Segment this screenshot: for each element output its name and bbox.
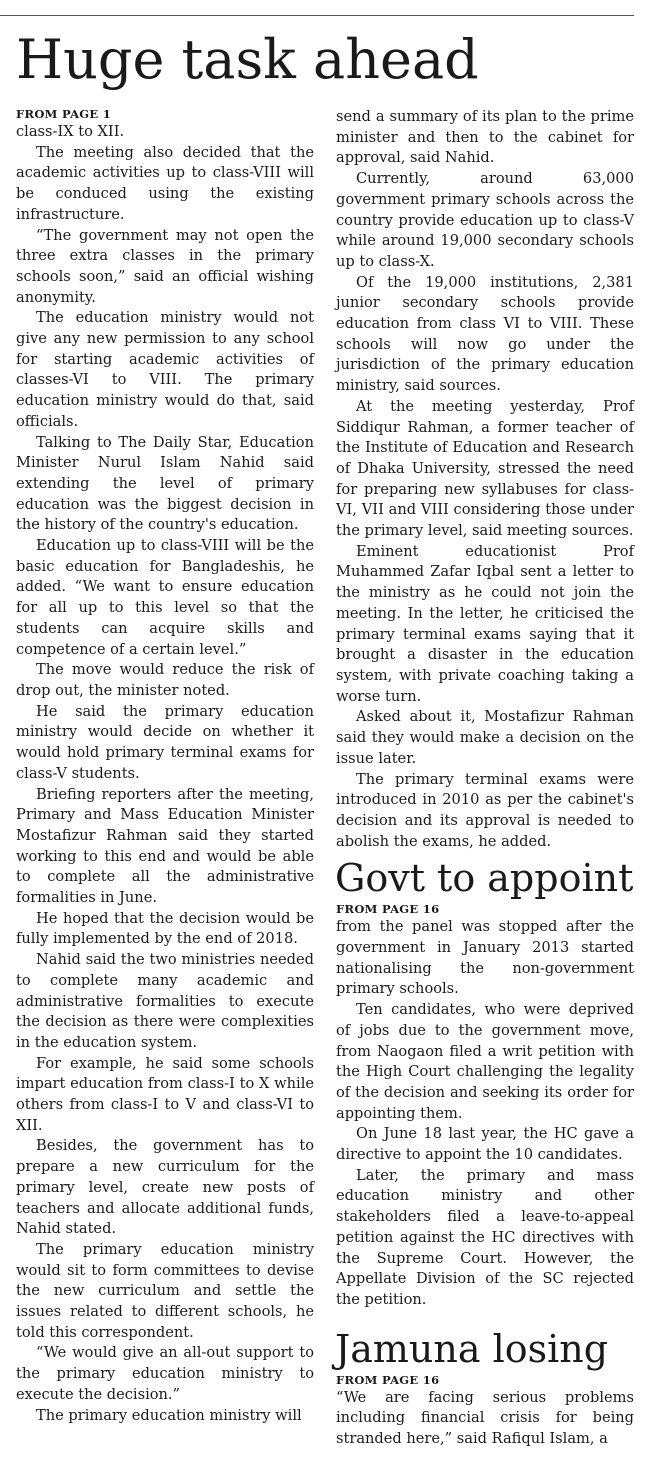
paragraph: “We would give an all-out support to the primary education ministry to execute the decision.” — [16, 1344, 314, 1403]
top-rule — [0, 15, 634, 16]
paragraph: He said the primary education ministry would decide on whether it would hold primary terminal exams for class-V students. — [16, 702, 314, 782]
paragraph: The primary education ministry would sit to form committees to devise the new curriculum and settle the issues related to different schools, he told this correspondent. — [16, 1240, 314, 1341]
page-headline: Huge task ahead — [16, 28, 479, 91]
paragraph: Asked about it, Mostafizur Rahman said they would make a decision on the issue later. — [336, 708, 634, 767]
paragraph: “We are facing serious problems including financial crisis for being stranded here,” said Rafiqul Islam, a — [336, 1388, 634, 1448]
paragraph: The education ministry would not give any new permission to any school for starting academic activities of classes-VI to VIII. The primary education ministry would do that, said officials. — [16, 309, 314, 430]
paragraph: Talking to The Daily Star, Education Minister Nurul Islam Nahid said extending the level of primary education was the biggest decision in the history of the country's education. — [16, 433, 314, 534]
subheadline-govt-to-appoint: Govt to appoint — [335, 856, 634, 901]
paragraph: “The government may not open the three extra classes in the primary schools soon,” said an official wishing anonymity. — [16, 226, 314, 306]
paragraph: Currently, around 63,000 government primary schools across the country provide education up to class-V while around 19,000 secondary schools up to class-X. — [336, 170, 634, 270]
paragraph: Eminent educationist Prof Muhammed Zafar Iqbal sent a letter to the ministry as he could not join the meeting. In the letter, he criticised the primary terminal exams saying that it brought a disaster in the education system, with private coaching taking a worse turn. — [336, 542, 634, 705]
subheadline-jamuna-losing: Jamuna losing — [335, 1326, 609, 1371]
paragraph: Later, the primary and mass education ministry and other stakeholders filed a leave-to-appeal petition against the HC directives with the Supreme Court. However, the Appellate Division of the SC rejected the petition. — [336, 1166, 634, 1308]
paragraph: The meeting also decided that the academic activities up to class-VIII will be conduced using the existing infrastructure. — [16, 143, 314, 223]
left-column — [16, 107, 314, 1426]
paragraph: At the meeting yesterday, Prof Siddiqur Rahman, a former teacher of the Institute of Education and Research of Dhaka University, stressed the need for preparing new syllabuses for class-VI, VII and VIII considering those under the primary level, said meeting sources. — [336, 397, 634, 540]
paragraph: He hoped that the decision would be fully implemented by the end of 2018. — [16, 909, 314, 948]
paragraph: Ten candidates, who were deprived of jobs due to the government move, from Naogaon filed a writ petition with the High Court challenging the legality of the decision and seeking its order for appointing them. — [336, 1001, 634, 1122]
story-tag: FROM PAGE 16 — [336, 1372, 440, 1387]
paragraph: send a summary of its plan to the prime minister and then to the cabinet for approval, said Nahid. — [336, 108, 634, 167]
paragraph: from the panel was stopped after the government in January 2013 started nationalising the non-government primary schools. — [336, 918, 634, 998]
story-tag: FROM PAGE 1 — [16, 107, 112, 121]
paragraph: Of the 19,000 institutions, 2,381 junior secondary schools provide education from class VI to VIII. These schools will now go under the jurisdiction of the primary education ministry, said sources. — [336, 273, 634, 395]
paragraph: On June 18 last year, the HC gave a directive to appoint the 10 candidates. — [336, 1125, 634, 1164]
paragraph: class-IX to XII. — [16, 123, 125, 140]
paragraph: The primary education ministry will — [36, 1406, 302, 1424]
right-column — [336, 107, 634, 1450]
paragraph: Briefing reporters after the meeting, Primary and Mass Education Minister Mostafizur Rahman said they started working to this end and would be able to complete all the administrative formalities in June. — [16, 785, 314, 907]
paragraph: For example, he said some schools impart education from class-I to X while others from class-I to V and class-VI to XII. — [16, 1054, 314, 1134]
paragraph: Nahid said the two ministries needed to complete many academic and administrative formalities to execute the decision as there were complexities in the education system. — [16, 951, 314, 1051]
paragraph: The move would reduce the risk of drop out, the minister noted. — [16, 661, 314, 699]
paragraph: Besides, the government has to prepare a new curriculum for the primary level, create new posts of teachers and allocate additional funds, Nahid stated. — [16, 1137, 314, 1238]
story-tag: FROM PAGE 16 — [336, 902, 440, 917]
paragraph: Education up to class-VIII will be the basic education for Bangladeshis, he added. “We want to ensure education for all up to this level so that the students can acquire skills and competence of a certain level.” — [16, 537, 314, 658]
paragraph: The primary terminal exams were introduced in 2010 as per the cabinet's decision and its approval is needed to abolish the exams, he added. — [336, 770, 634, 850]
